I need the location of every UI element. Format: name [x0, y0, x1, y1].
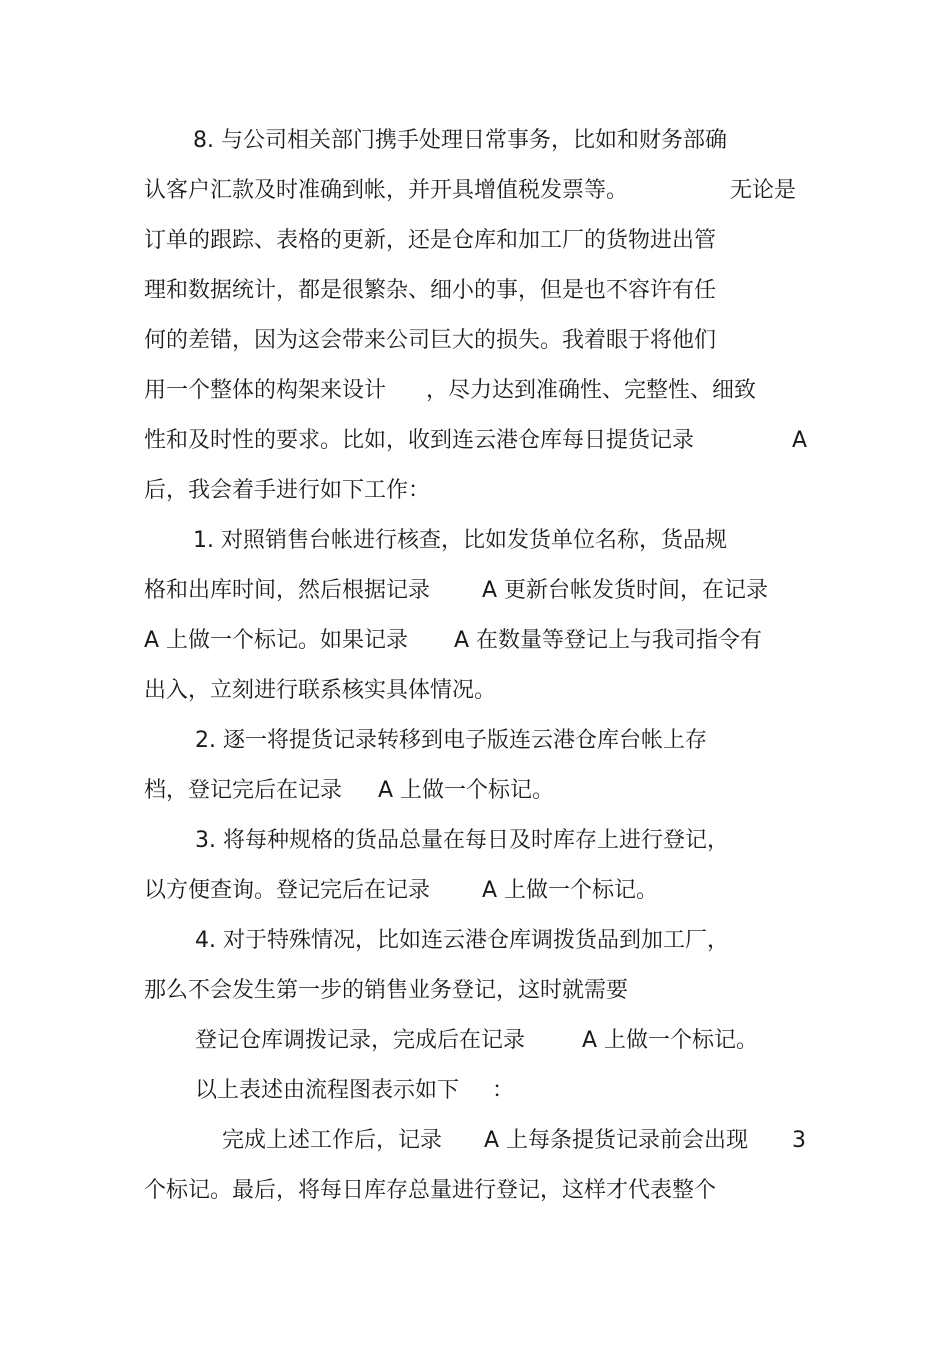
text-segment: 完成上述工作后，记录	[222, 1128, 443, 1153]
text-segment: 以方便查询。登记完后在记录	[144, 878, 431, 903]
text-segment: A 上做一个标记。如果记录	[144, 628, 409, 653]
text-segment: 何的差错，因为这会带来公司巨大的损失。我着眼于将他们	[144, 328, 717, 353]
text-segment: 理和数据统计，都是很繁杂、细小的事，但是也不容许有任	[144, 278, 717, 303]
text-segment: A 上做一个标记。	[482, 878, 659, 903]
text-segment: 登记仓库调拨记录，完成后在记录	[195, 1028, 526, 1053]
text-segment: 用一个整体的构架来设计	[144, 378, 387, 403]
text-segment: A 在数量等登记上与我司指令有	[454, 628, 763, 653]
text-segment: A 上做一个标记。	[582, 1028, 759, 1053]
text-segment: 无论是	[730, 178, 797, 203]
text-segment: 性和及时性的要求。比如，收到连云港仓库每日提货记录	[144, 428, 695, 453]
text-segment: ：	[492, 1078, 515, 1103]
text-segment: 档，登记完后在记录	[144, 778, 343, 803]
text-segment: 2. 逐一将提货记录转移到电子版连云港仓库台帐上存	[195, 728, 707, 753]
text-segment: 个标记。最后，将每日库存总量进行登记，这样才代表整个	[144, 1178, 717, 1203]
text-segment: 认客户汇款及时准确到帐，并开具增值税发票等。	[144, 178, 629, 203]
text-segment: ，尽力达到准确性、完整性、细致	[426, 378, 757, 403]
text-segment: 以上表述由流程图表示如下	[195, 1078, 460, 1103]
text-segment: 3	[792, 1128, 806, 1153]
text-segment: A 更新台帐发货时间，在记录	[482, 578, 769, 603]
text-segment: 出入，立刻进行联系核实具体情况。	[144, 678, 497, 703]
text-segment: 8. 与公司相关部门携手处理日常事务，比如和财务部确	[193, 128, 727, 153]
text-segment: 格和出库时间，然后根据记录	[144, 578, 431, 603]
text-segment: A 上每条提货记录前会出现	[484, 1128, 749, 1153]
text-segment: 4. 对于特殊情况，比如连云港仓库调拨货品到加工厂，	[195, 928, 729, 953]
text-segment: A 上做一个标记。	[378, 778, 555, 803]
text-segment: 1. 对照销售台帐进行核查，比如发货单位名称，货品规	[193, 528, 727, 553]
text-segment: A	[792, 428, 808, 453]
text-segment: 3. 将每种规格的货品总量在每日及时库存上进行登记，	[195, 828, 729, 853]
text-segment: 那么不会发生第一步的销售业务登记，这时就需要	[144, 978, 629, 1003]
text-segment: 订单的跟踪、表格的更新，还是仓库和加工厂的货物进出管	[144, 228, 717, 253]
text-segment: 后，我会着手进行如下工作：	[144, 478, 431, 503]
